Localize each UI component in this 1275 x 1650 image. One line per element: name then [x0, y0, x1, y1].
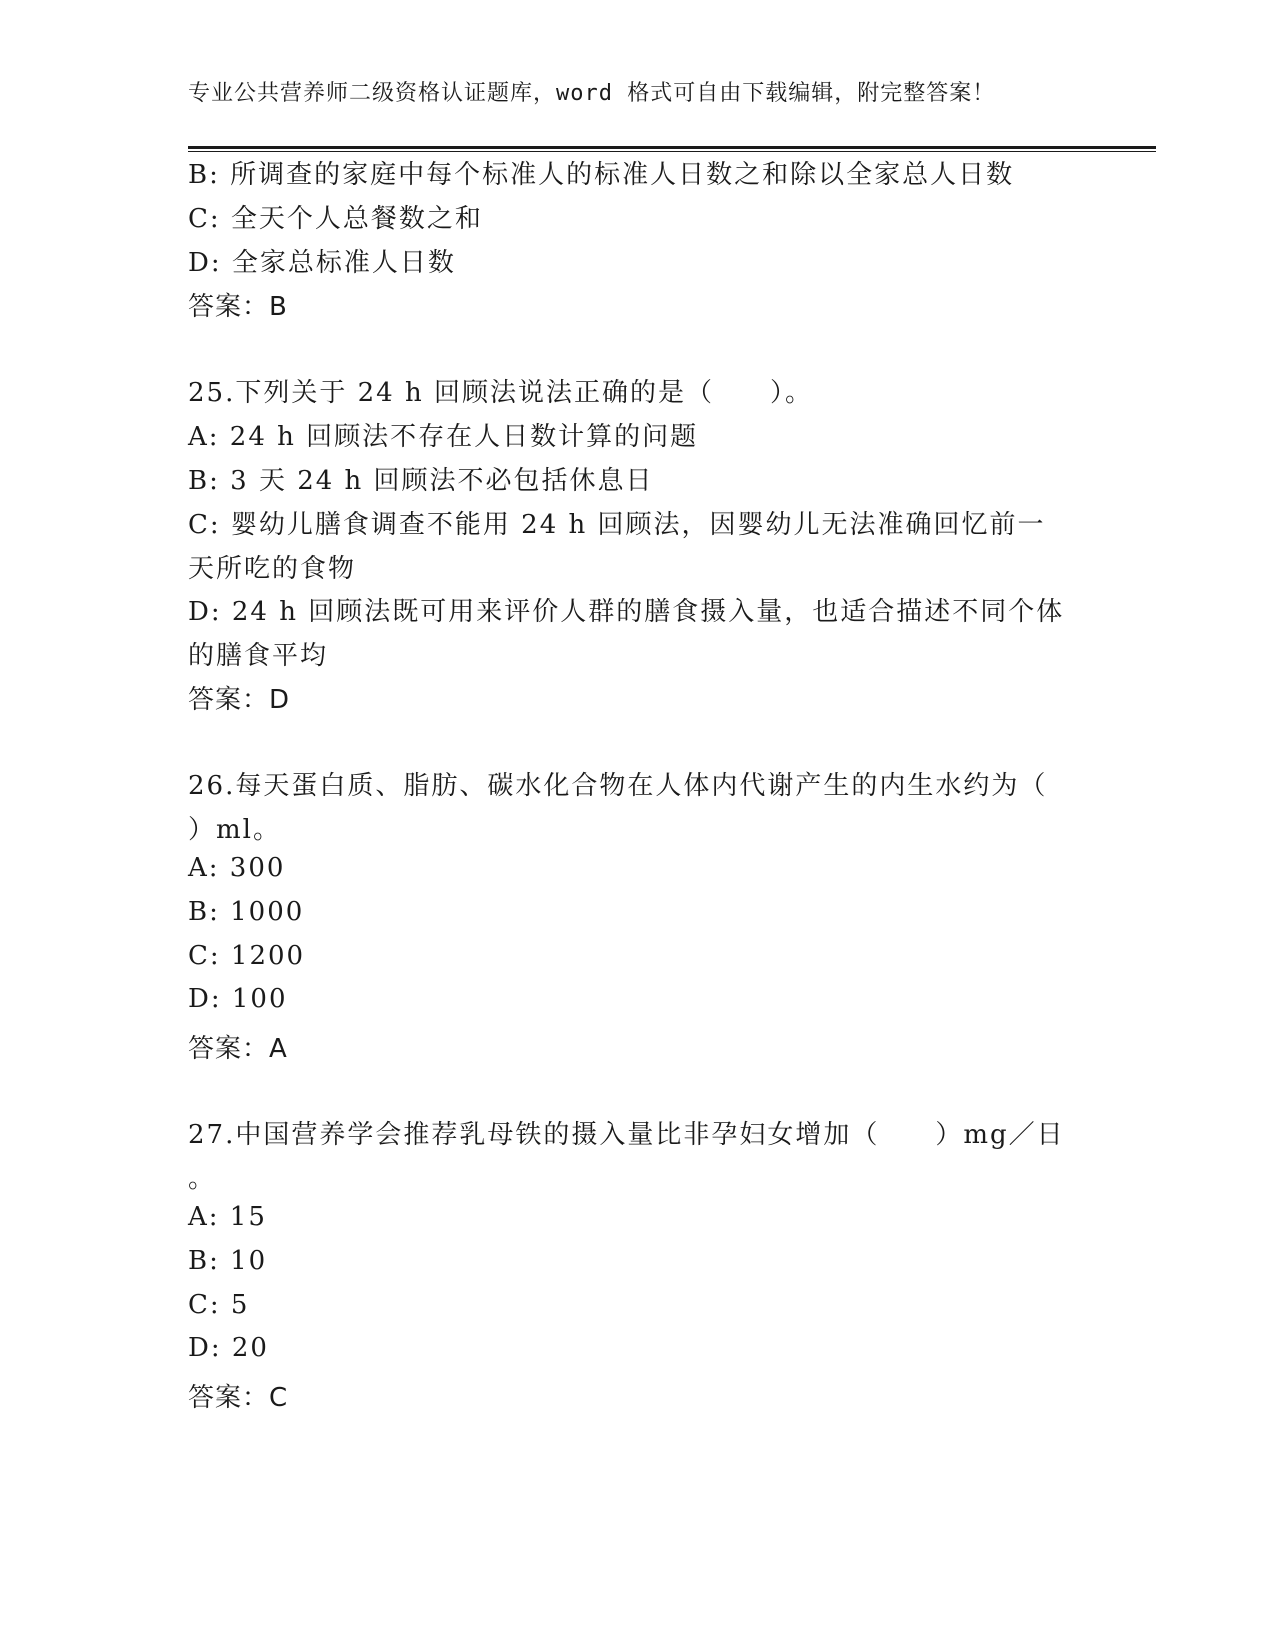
q27-option-d: D: 20	[188, 1333, 269, 1363]
q25-option-d-line2: 的膳食平均	[188, 641, 329, 671]
q26-question-line2: ）ml。	[188, 815, 281, 845]
q27-option-b: B: 10	[188, 1246, 268, 1276]
q24-option-c: C: 全天个人总餐数之和	[188, 204, 483, 234]
q27-question-line2: 。	[188, 1164, 217, 1194]
q25-option-b: B: 3 天 24 h 回顾法不必包括休息日	[188, 466, 654, 496]
q26-option-b: B: 1000	[188, 897, 305, 927]
q26-option-c: C: 1200	[188, 941, 306, 971]
q27-answer: 答案：C	[188, 1383, 289, 1413]
q27-option-a: A: 15	[188, 1202, 267, 1232]
q26-answer: 答案：A	[188, 1034, 288, 1064]
q27-question-line1: 27.中国营养学会推荐乳母铁的摄入量比非孕妇女增加（ ）mg／日	[188, 1120, 1065, 1150]
q25-option-c-line1: C: 婴幼儿膳食调查不能用 24 h 回顾法，因婴幼儿无法准确回忆前一	[188, 510, 1046, 540]
q26-option-a: A: 300	[188, 853, 286, 883]
q24-option-d: D: 全家总标准人日数	[188, 248, 456, 278]
q25-option-c-line2: 天所吃的食物	[188, 554, 357, 584]
q25-option-a: A: 24 h 回顾法不存在人日数计算的问题	[188, 422, 699, 452]
header-divider	[188, 146, 1156, 152]
page-header: 专业公共营养师二级资格认证题库，word 格式可自由下载编辑，附完整答案！	[188, 81, 996, 106]
q25-question: 25.下列关于 24 h 回顾法说法正确的是（ ）。	[188, 378, 813, 408]
q24-option-b: B: 所调查的家庭中每个标准人的标准人日数之和除以全家总人日数	[188, 160, 1015, 190]
q26-question-line1: 26.每天蛋白质、脂肪、碳水化合物在人体内代谢产生的内生水约为（	[188, 771, 1048, 801]
q25-option-d-line1: D: 24 h 回顾法既可用来评价人群的膳食摄入量，也适合描述不同个体	[188, 597, 1065, 627]
q26-option-d: D: 100	[188, 984, 288, 1014]
q24-answer: 答案：B	[188, 292, 288, 322]
q27-option-c: C: 5	[188, 1290, 250, 1320]
q25-answer: 答案：D	[188, 685, 291, 715]
